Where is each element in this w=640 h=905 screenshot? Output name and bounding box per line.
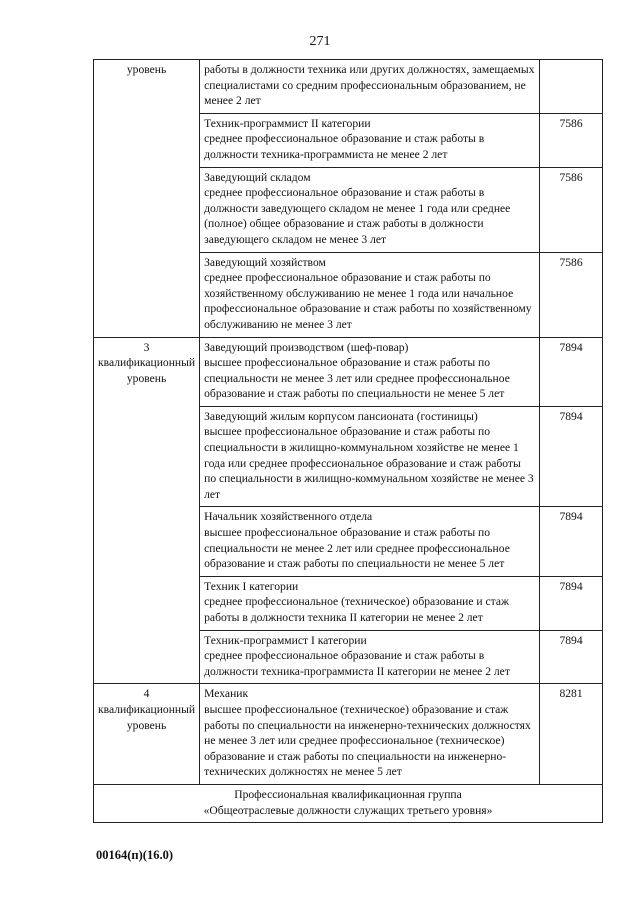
position-cell — [200, 60, 540, 114]
position-cell — [200, 576, 540, 630]
position-title: Заведующий хозяйством — [204, 255, 326, 269]
level-cell: 4 квалификационный уровень — [94, 684, 200, 785]
salary-cell: 7894 — [540, 630, 603, 684]
position-title: Механик — [204, 687, 249, 701]
table-row — [94, 337, 603, 406]
position-title: Техник I категории — [204, 579, 299, 593]
position-cell — [200, 167, 540, 252]
group-heading-line: Профессиональная квалификационная группа — [234, 787, 462, 801]
position-cell — [200, 113, 540, 167]
position-title: Начальник хозяйственного отдела — [204, 510, 373, 524]
position-title: Заведующий жилым корпусом пансионата (гостиницы) — [204, 409, 478, 423]
salary-cell — [540, 60, 603, 114]
salary-cell: 7894 — [540, 406, 603, 507]
document-code: 00164(п)(16.0) — [96, 848, 173, 862]
salary-cell: 7894 — [540, 576, 603, 630]
position-cell — [200, 630, 540, 684]
group-heading-line: «Общеотраслевые должности служащих третьего уровня» — [203, 803, 493, 817]
position-requirement: высшее профессиональное образование и стаж работы по специальности в жилищно-коммунальном хозяйстве не менее 1 года или среднее профессиональное образование и стаж работы по специальности в жилищно-коммунальном хозяйстве не менее 3 лет — [204, 425, 534, 501]
position-cell — [200, 684, 540, 785]
salary-cell: 7586 — [540, 167, 603, 252]
position-requirement: высшее профессиональное (техническое) образование и стаж работы по специальности на инженерно-технических должностях не менее 3 лет или среднее профессиональное (техническое) образование и стаж работы по специальности на инженерно-технических должностях не менее 5 лет — [204, 702, 531, 779]
position-requirement: среднее профессиональное образование и стаж работы в должности техника-программиста II категории не менее 2 лет — [204, 649, 510, 678]
salary-cell: 7894 — [540, 507, 603, 576]
page-number: 271 — [309, 34, 331, 49]
position-cell — [200, 507, 540, 576]
salary-cell: 7586 — [540, 252, 603, 337]
table-row — [94, 684, 603, 785]
position-requirement: среднее профессиональное образование и стаж работы в должности техника-программиста не менее 2 лет — [204, 132, 485, 161]
position-cell — [200, 252, 540, 337]
salary-cell: 8281 — [540, 684, 603, 785]
group-heading — [94, 784, 603, 822]
position-requirement: высшее профессиональное образование и стаж работы по специальности не менее 3 лет или среднее профессиональное образование и стаж работы по специальности не менее 5 лет — [204, 356, 510, 401]
qualification-table — [93, 59, 603, 823]
position-title: Заведующий складом — [204, 170, 311, 184]
position-cell — [200, 406, 540, 507]
level-cell: уровень — [94, 60, 200, 338]
salary-cell: 7586 — [540, 113, 603, 167]
position-requirement: среднее профессиональное образование и стаж работы в должности заведующего складом не менее 1 года или среднее (полное) общее образование и стаж работы в должности заведующего складом не менее 3 лет — [204, 186, 511, 246]
position-cell — [200, 337, 540, 406]
position-requirement: среднее профессиональное (техническое) образование и стаж работы в должности техника II категории не менее 2 лет — [204, 595, 510, 624]
position-requirement: работы в должности техника или других должностях, замещаемых специалистами со средним профессиональным образованием, не менее 2 лет — [204, 63, 535, 108]
position-title: Заведующий производством (шеф-повар) — [204, 340, 409, 354]
group-heading-row — [94, 784, 603, 822]
salary-cell: 7894 — [540, 337, 603, 406]
table-row — [94, 60, 603, 114]
level-cell: 3 квалификационный уровень — [94, 337, 200, 684]
position-requirement: высшее профессиональное образование и стаж работы по специальности не менее 2 лет или среднее профессиональное образование и стаж работы по специальности не менее 5 лет — [204, 526, 510, 571]
position-requirement: среднее профессиональное образование и стаж работы по хозяйственному обслуживанию не менее 1 года или начальное профессиональное образование и стаж работы по хозяйственному обслуживанию не менее 3 лет — [204, 271, 532, 331]
position-title: Техник-программист I категории — [204, 633, 367, 647]
position-title: Техник-программист II категории — [204, 116, 371, 130]
